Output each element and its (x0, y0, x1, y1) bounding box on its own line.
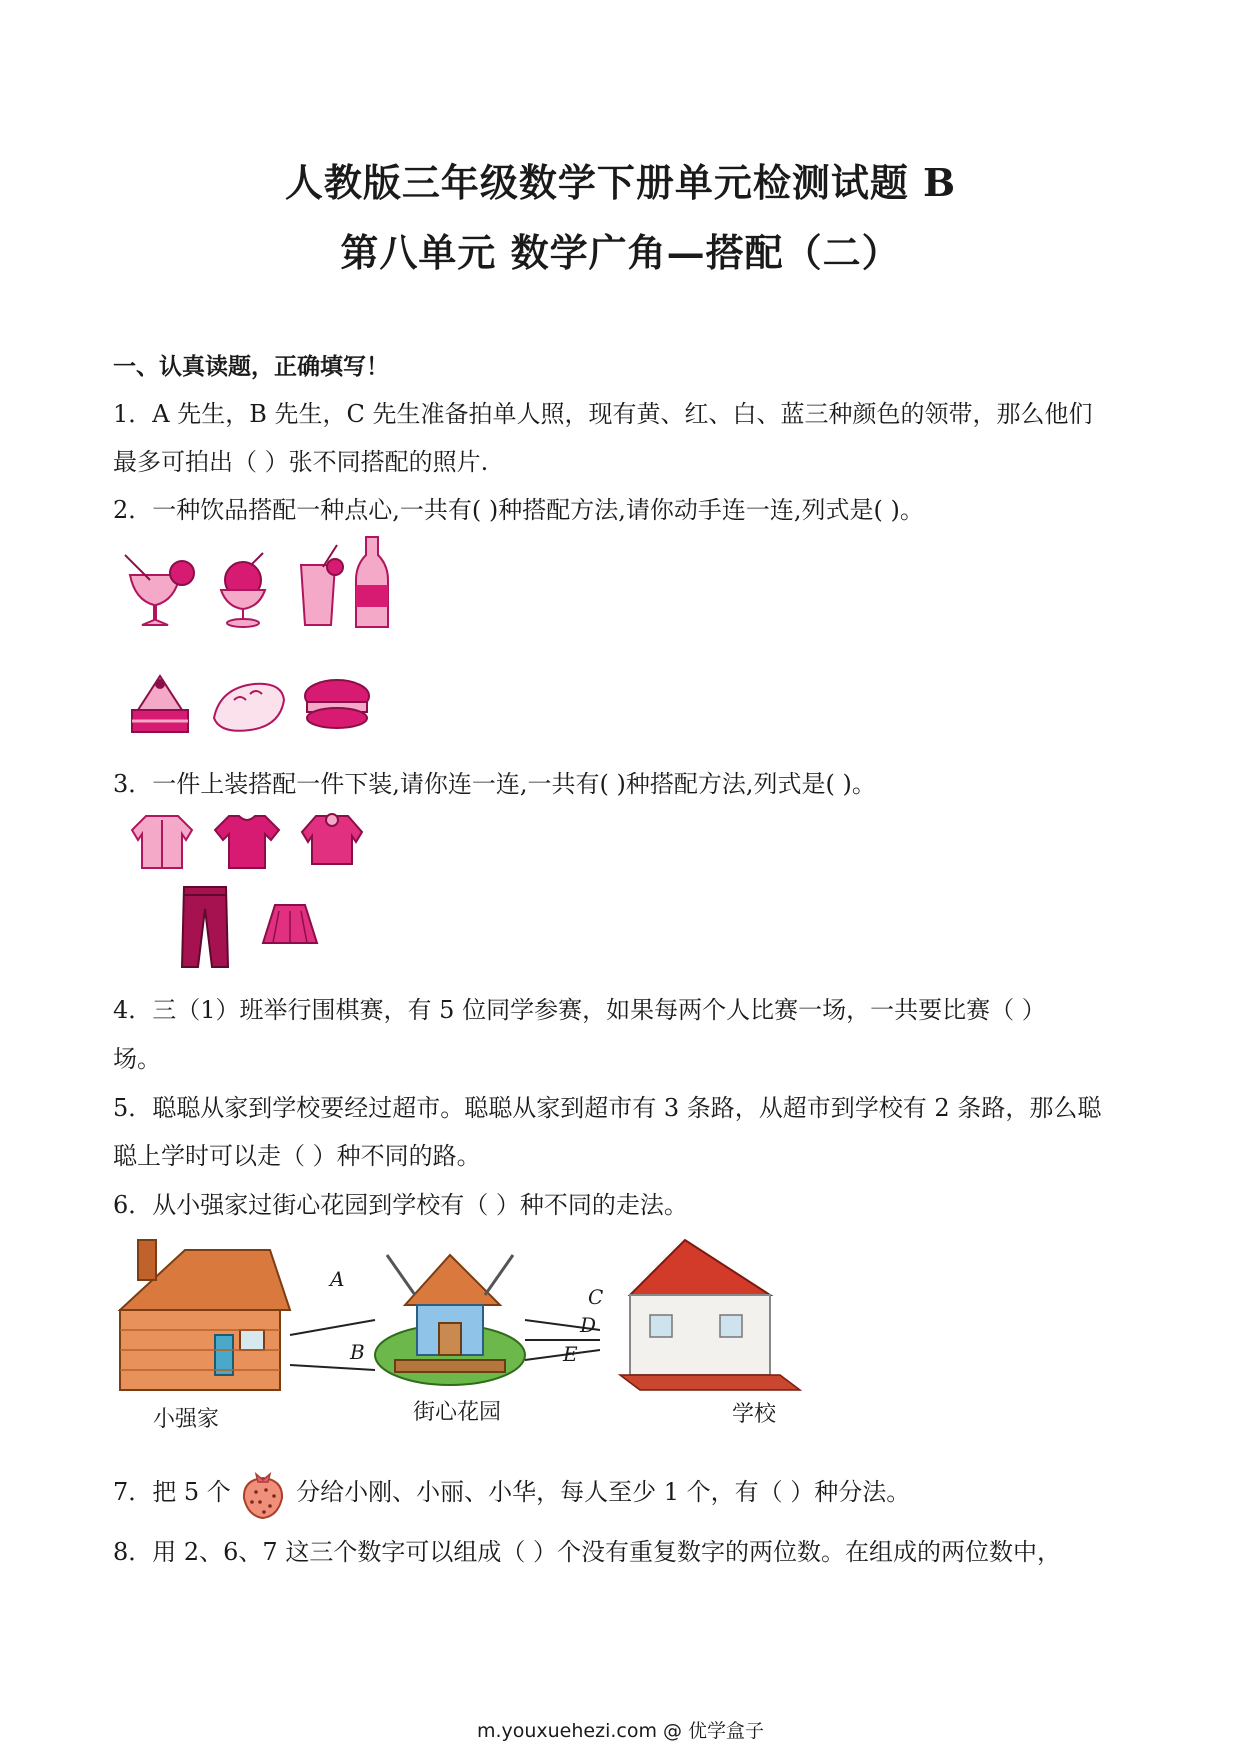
page-title: 人教版三年级数学下册单元检测试题 B (284, 160, 957, 205)
route-b-line (290, 1365, 375, 1370)
question-3: 3．一件上装搭配一件下装,请你连一连,一共有( )种搭配方法,列式是( )。 (113, 770, 876, 798)
park-gazebo-icon (375, 1255, 525, 1385)
question-5-line-2: 聪上学时可以走（ ）种不同的路。 (113, 1142, 481, 1170)
skirt-icon (263, 905, 317, 943)
home-cabin-icon (120, 1240, 290, 1390)
question-5-line-1: 5．聪聪从家到学校要经过超市。聪聪从家到超市有 3 条路，从超市到学校有 2 条路，那么聪 (113, 1094, 1102, 1122)
question-6: 6．从小强家过街心花园到学校有（ ）种不同的走法。 (113, 1191, 688, 1219)
question-8: 8．用 2、6、7 这三个数字可以组成（ ）个没有重复数字的两位数。在组成的两位数中， (113, 1538, 1061, 1566)
question-7-suffix: 分给小刚、小丽、小华，每人至少 1 个，有（ ）种分法。 (296, 1478, 911, 1506)
strawberry-icon (238, 1474, 288, 1514)
macaron-icon (305, 680, 369, 728)
route-a-line (290, 1320, 375, 1335)
question-4-line-1: 4．三（1）班举行围棋赛，有 5 位同学参赛，如果每两个人比赛一场，一共要比赛（ ） (113, 996, 1046, 1024)
home-caption: 小强家 (153, 1407, 220, 1432)
trousers-icon (182, 887, 228, 967)
question-4-line-2: 场。 (113, 1045, 161, 1073)
question-2: 2．一种饮品搭配一种点心,一共有( )种搭配方法,请你动手连一连,列式是( )。 (113, 496, 924, 524)
soda-bottle-icon (356, 537, 388, 627)
route-label-a: A (330, 1267, 345, 1291)
tops-illustration (130, 812, 370, 872)
ice-cream-cup-icon (221, 553, 265, 627)
question-1-line-1: 1．A 先生，B 先生，C 先生准备拍单人照，现有黄、红、白、蓝三种颜色的领带，那么他们 (113, 400, 1093, 428)
route-label-d: D (580, 1313, 597, 1337)
bread-loaf-icon (214, 684, 284, 731)
jacket-icon (132, 816, 192, 868)
section-heading: 一、认真读题，正确填写！ (113, 354, 389, 380)
question-1-line-2: 最多可拍出（ ）张不同搭配的照片. (113, 448, 489, 476)
footer-watermark: m.youxuehezi.com @ 优学盒子 (476, 1720, 765, 1742)
cake-slice-icon (132, 676, 188, 732)
juice-glass-icon (301, 545, 343, 625)
cocktail-glass-icon (125, 555, 194, 625)
route-label-e: E (563, 1342, 578, 1366)
park-caption: 街心花园 (413, 1400, 502, 1425)
route-map-illustration (110, 1235, 830, 1415)
bottoms-illustration (180, 885, 330, 970)
page-subtitle: 第八单元 数学广角—搭配（二） (340, 230, 901, 275)
tshirt-icon (215, 816, 279, 868)
school-caption: 学校 (732, 1402, 777, 1427)
cardigan-icon (302, 814, 362, 864)
route-label-c: C (588, 1285, 604, 1309)
snacks-illustration (130, 670, 400, 740)
question-7 (113, 1472, 910, 1514)
route-label-b: B (350, 1340, 365, 1364)
drinks-illustration (120, 545, 410, 645)
school-house-icon (620, 1240, 800, 1390)
question-7-prefix: 7．把 5 个 (113, 1478, 231, 1506)
